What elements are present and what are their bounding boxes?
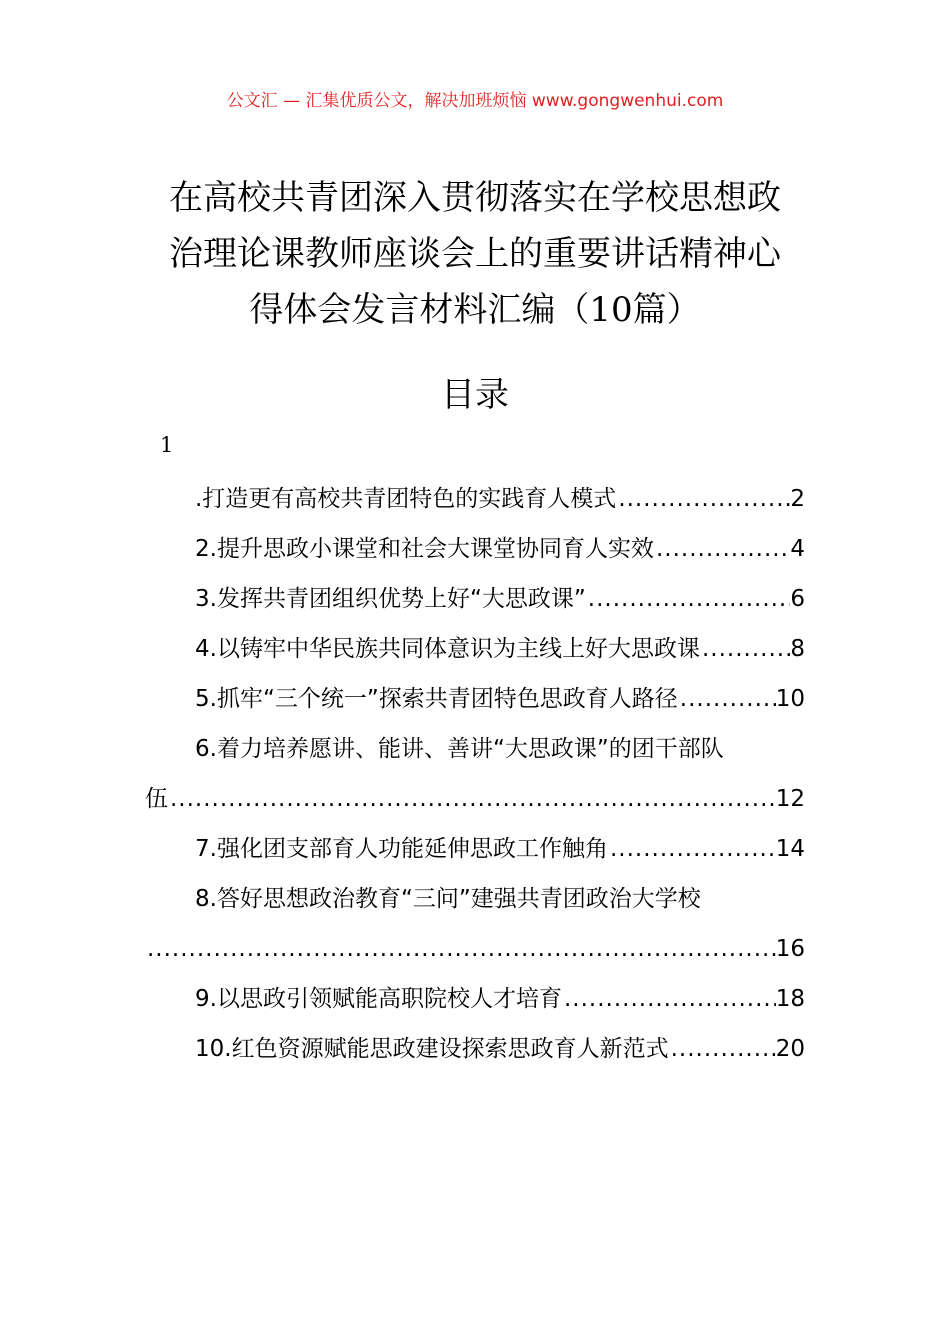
- toc-entry-page: 4: [790, 536, 805, 562]
- toc-entry-4[interactable]: [145, 624, 805, 674]
- title-article-count: 10: [589, 290, 633, 330]
- toc-leader-dots: [168, 774, 776, 824]
- toc-entry-10[interactable]: [145, 1024, 805, 1074]
- toc-entry-label: 9.以思政引领赋能高职院校人才培育: [195, 986, 562, 1012]
- toc-entry-page: 6: [790, 586, 805, 612]
- toc-leader-dots: [562, 974, 776, 1024]
- title-line-2: 治理论课教师座谈会上的重要讲话精神心: [169, 234, 781, 274]
- toc-leader-dots: [654, 524, 790, 574]
- toc-leader-dots: [616, 474, 790, 524]
- toc-entry-label: 5.抓牢“三个统一”探索共青团特色思政育人路径: [195, 686, 678, 712]
- document-title: [110, 170, 840, 338]
- toc-entry-8-line-1[interactable]: [145, 874, 805, 924]
- toc-stray-number: 1: [160, 433, 174, 457]
- toc-entry-6-line-2[interactable]: [145, 774, 805, 824]
- toc-entry-label: 10.红色资源赋能思政建设探索思政育人新范式: [195, 1036, 669, 1062]
- toc-entry-3[interactable]: [145, 574, 805, 624]
- toc-entry-page: 14: [775, 836, 805, 862]
- toc-leader-dots: [700, 624, 790, 674]
- toc-entry-label: 7.强化团支部育人功能延伸思政工作触角: [195, 836, 608, 862]
- toc-entry-label: 2.提升思政小课堂和社会大课堂协同育人实效: [195, 536, 654, 562]
- toc-entry-5[interactable]: [145, 674, 805, 724]
- toc-entry-6-line-1[interactable]: [145, 724, 805, 774]
- toc-leader-dots: [586, 574, 791, 624]
- toc-entry-9[interactable]: [145, 974, 805, 1024]
- title-line-3-suffix: 篇）: [632, 290, 701, 330]
- toc-leader-dots: [145, 924, 776, 974]
- title-line-3-prefix: 得体会发言材料汇编（: [249, 290, 590, 330]
- toc-entry-label-continued: 伍: [145, 786, 168, 812]
- toc-entry-page: 20: [775, 1036, 805, 1062]
- toc-entry-page: 12: [775, 786, 805, 812]
- toc-entry-label: 4.以铸牢中华民族共同体意识为主线上好大思政课: [195, 636, 700, 662]
- toc-leader-dots: [678, 674, 776, 724]
- toc-heading: 目录: [441, 375, 509, 415]
- toc-leader-dots: [608, 824, 776, 874]
- title-line-3: [110, 282, 840, 338]
- toc-entry-8-line-2[interactable]: [145, 924, 805, 974]
- toc-entry-2[interactable]: [145, 524, 805, 574]
- site-watermark-header: 公文汇 — 汇集优质公文，解决加班烦恼 www.gongwenhui.com: [226, 91, 724, 111]
- toc-entry-1[interactable]: [145, 474, 805, 524]
- toc-entry-label: .打造更有高校共青团特色的实践育人模式: [195, 486, 617, 512]
- toc-entry-page: 2: [790, 486, 805, 512]
- toc-entry-label: 8.答好思想政治教育“三问”建强共青团政治大学校: [195, 886, 701, 912]
- table-of-contents: [145, 474, 805, 1074]
- toc-entry-page: 10: [775, 686, 805, 712]
- toc-entry-page: 16: [775, 936, 805, 962]
- title-line-1: 在高校共青团深入贯彻落实在学校思想政: [169, 178, 781, 218]
- toc-entry-label: 6.着力培养愿讲、能讲、善讲“大思政课”的团干部队: [195, 736, 724, 762]
- toc-entry-page: 8: [790, 636, 805, 662]
- toc-entry-7[interactable]: [145, 824, 805, 874]
- toc-leader-dots: [669, 1024, 776, 1074]
- toc-entry-page: 18: [775, 986, 805, 1012]
- toc-entry-label: 3.发挥共青团组织优势上好“大思政课”: [195, 586, 586, 612]
